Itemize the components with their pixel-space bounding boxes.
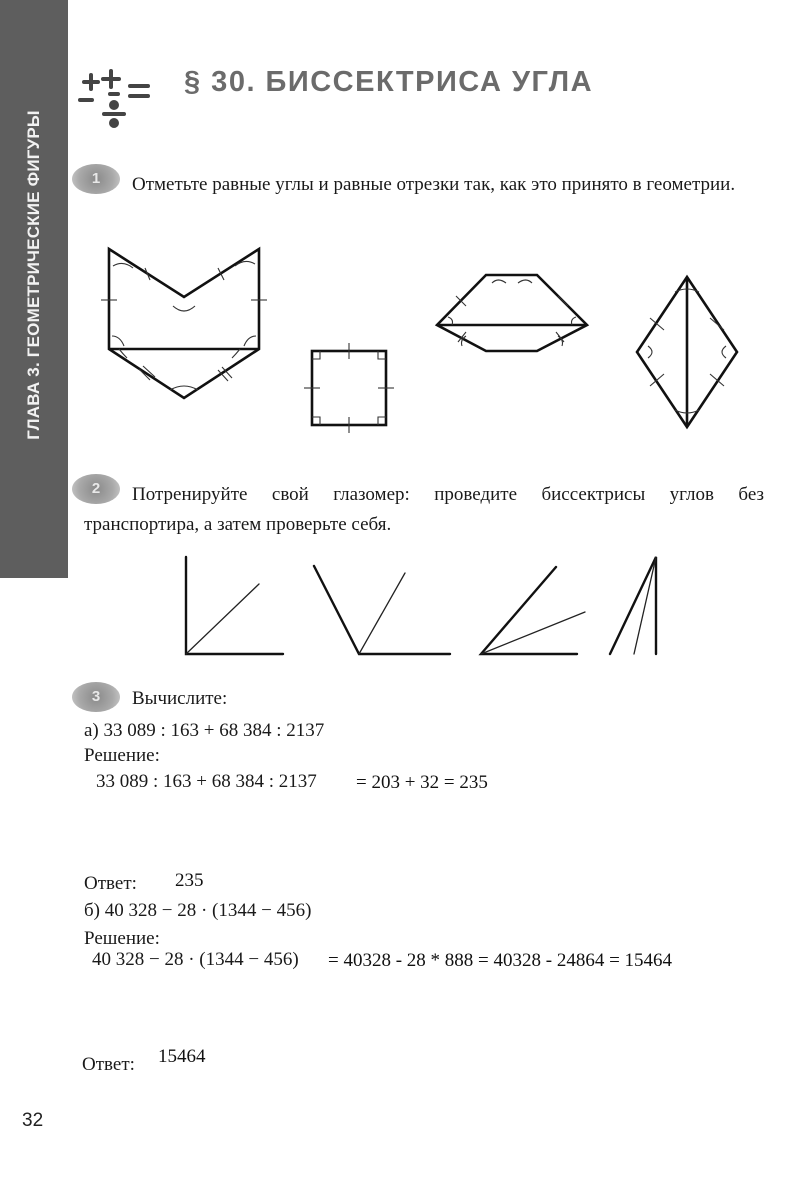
part-b-answer-label: Ответ: [82, 1054, 135, 1075]
part-b-solution-label: Решение: [84, 928, 160, 949]
angle-acute [481, 567, 577, 654]
part-b-printed-expression: 40 328 − 28 · (1344 − 456) [92, 949, 299, 970]
part-b-expression: б) 40 328 − 28 · (1344 − 456) [84, 900, 312, 921]
page-number: 32 [22, 1110, 44, 1131]
part-b-handwritten-solution: = 40328 - 28 * 888 = 40328 - 24864 = 15464 [328, 950, 673, 971]
part-a-printed-expression: 33 089 : 163 + 68 384 : 2137 [96, 771, 317, 792]
task-1-text: Отметьте равные углы и равные отрезки так, как это принято в геометрии. [132, 174, 736, 195]
part-a-solution-label: Решение: [84, 745, 160, 766]
task-badge-icon: 3 [72, 682, 120, 712]
part-a-expression: а) 33 089 : 163 + 68 384 : 2137 [84, 720, 325, 741]
task-2-text: Потренируйте свой глазомер: проведите биссектрисы углов без транспортира, а затем проверьте себя. [84, 484, 764, 535]
part-b-answer: 15464 [158, 1046, 206, 1067]
part-a-answer-label: Ответ: [84, 873, 137, 894]
bisector-acute [481, 612, 585, 654]
angle-narrow [610, 557, 656, 654]
section-title: § 30. БИССЕКТРИСА УГЛА [184, 66, 594, 98]
task-badge-icon: 1 [72, 164, 120, 194]
task-badge-icon: 2 [72, 474, 120, 504]
bisector-obtuse [359, 573, 405, 654]
part-a-handwritten-solution: = 203 + 32 = 235 [356, 772, 488, 793]
chapter-title: ГЛАВА 3. ГЕОМЕТРИЧЕСКИЕ ФИГУРЫ [24, 110, 43, 440]
angle-obtuse [314, 566, 450, 654]
bisector-narrow [634, 557, 656, 654]
task-3-text: Вычислите: [132, 688, 228, 709]
bisector-right [186, 584, 259, 654]
part-a-answer: 235 [175, 870, 204, 891]
